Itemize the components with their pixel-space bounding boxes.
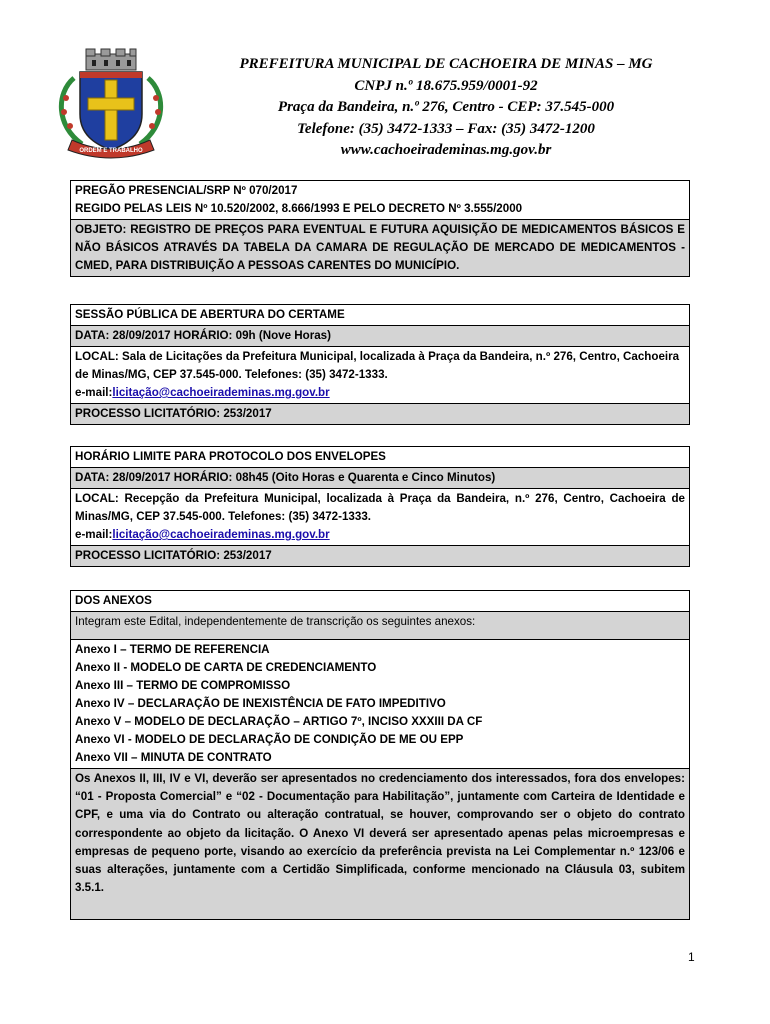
phone-fax: Telefone: (35) 3472-1333 – Fax: (35) 3472-1200 — [297, 120, 595, 137]
email-link[interactable]: licitação@cachoeirademinas.mg.gov.br — [112, 386, 330, 399]
list-item: Anexo VI - MODELO DE DECLARAÇÃO DE CONDIÇÃO DE ME OU EPP — [75, 733, 464, 746]
list-item: Anexo I – TERMO DE REFERENCIA — [75, 643, 270, 656]
anexos-intro: Integram este Edital, independentemente de transcrição os seguintes anexos: — [71, 611, 689, 639]
letterhead — [52, 48, 722, 158]
list-item: Anexo III – TERMO DE COMPROMISSO — [75, 679, 291, 692]
sessao-email-line — [75, 384, 685, 402]
municipal-coat-of-arms-icon — [52, 48, 170, 160]
protocolo-box — [70, 446, 690, 567]
list-item: Anexo IV – DECLARAÇÃO DE INEXISTÊNCIA DE FATO IMPEDITIVO — [75, 697, 446, 710]
email-link[interactable]: licitação@cachoeirademinas.mg.gov.br — [112, 528, 330, 541]
address: Praça da Bandeira, n.º 276, Centro - CEP: 37.545-000 — [277, 99, 615, 115]
sessao-location-block — [71, 346, 689, 403]
email-label: e-mail: — [75, 528, 113, 541]
pregao-info — [71, 181, 689, 219]
sessao-box — [70, 304, 690, 425]
email-label: e-mail: — [75, 386, 113, 399]
annex-list — [71, 639, 689, 768]
protocolo-location-block — [71, 488, 689, 545]
protocolo-process-number: PROCESSO LICITATÓRIO: 253/2017 — [71, 545, 689, 566]
sessao-location: LOCAL: Sala de Licitações da Prefeitura Municipal, localizada à Praça da Bandeira, n.º 276, Centro, Cachoeira de Minas/MG, CEP 37.545-000. Telefones: (35) 3472-1333. — [75, 350, 680, 381]
list-item: Anexo II - MODELO DE CARTA DE CREDENCIAMENTO — [75, 661, 377, 674]
website[interactable]: www.cachoeirademinas.mg.gov.br — [340, 142, 552, 158]
protocolo-email-line — [75, 526, 685, 544]
protocolo-location: LOCAL: Recepção da Prefeitura Municipal, localizada à Praça da Bandeira, n.º 276, Centro, Cachoeira de Minas/MG, CEP 37.545-000. Telefones: (35) 3472-1333. — [75, 492, 685, 523]
pregao-objeto: OBJETO: REGISTRO DE PREÇOS PARA EVENTUAL E FUTURA AQUISIÇÃO DE MEDICAMENTOS BÁSICOS E NÃO BÁSICOS ATRAVÉS DA TABELA DA CAMARA DE REGULAÇÃO DE MERCADO DE MEDICAMENTOS - CMED, PARA DISTRIBUIÇÃO A PESSOAS CARENTES DO MUNICÍPIO. — [71, 219, 689, 276]
sessao-date: DATA: 28/09/2017 HORÁRIO: 09h (Nove Horas) — [71, 325, 689, 346]
legal-basis: REGIDO PELAS LEIS Nº 10.520/2002, 8.666/1993 E PELO DECRETO Nº 3.555/2000 — [75, 202, 523, 215]
annex-note: Os Anexos II, III, IV e VI, deverão ser apresentados no credenciamento dos interessados, fora dos envelopes: “01 - Proposta Comercial” e “02 - Documentação para Habilitação”, juntamente com Carteira de Identidade e CPF, e uma via do Contrato ou alteração contratual, se houver, comprovando ser o objeto do contrato correspondente ao objeto da licitação. O Anexo VI deverá ser apresentado apenas pelas microempresas e empresas de pequeno porte, visando ao exercício da preferência prevista na Lei Complementar n.º 123/06 e suas alterações, juntamente com a Certidão Simplificada, conforme mencionado na Cláusula 03, subitem 3.5.1. — [71, 768, 689, 919]
protocolo-date: DATA: 28/09/2017 HORÁRIO: 08h45 (Oito Horas e Quarenta e Cinco Minutos) — [71, 467, 689, 488]
sessao-title: SESSÃO PÚBLICA DE ABERTURA DO CERTAME — [75, 308, 345, 321]
cnpj: CNPJ n.º 18.675.959/0001-92 — [354, 77, 538, 94]
anexos-box — [70, 590, 690, 920]
municipality-name: PREFEITURA MUNICIPAL DE CACHOEIRA DE MINAS – MG — [239, 56, 653, 72]
sessao-process-number: PROCESSO LICITATÓRIO: 253/2017 — [71, 403, 689, 424]
anexos-title: DOS ANEXOS — [75, 594, 152, 607]
list-item: Anexo V – MODELO DE DECLARAÇÃO – ARTIGO 7º, INCISO XXXIII DA CF — [75, 715, 483, 728]
list-item: Anexo VII – MINUTA DE CONTRATO — [75, 751, 272, 764]
protocolo-title: HORÁRIO LIMITE PARA PROTOCOLO DOS ENVELOPES — [75, 450, 386, 463]
crest-motto: ORDEM E TRABALHO — [79, 148, 143, 154]
letterhead-text — [172, 54, 720, 162]
page-number: 1 — [688, 950, 695, 964]
pregao-number: PREGÃO PRESENCIAL/SRP Nº 070/2017 — [75, 184, 298, 197]
pregao-box — [70, 180, 690, 277]
